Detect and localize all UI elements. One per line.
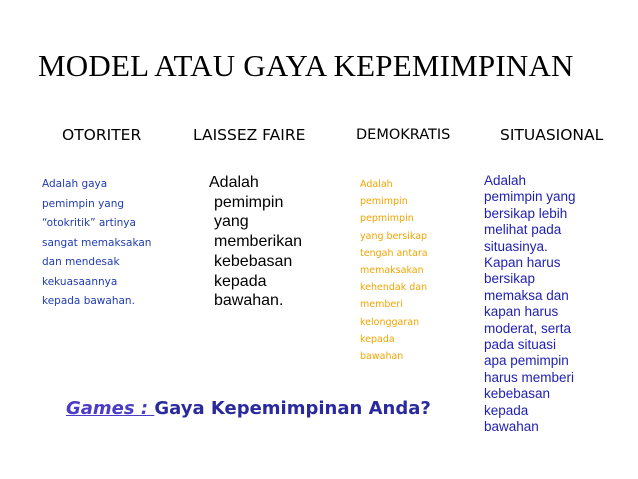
description-situasional	[484, 173, 624, 436]
description-line: kepada bawahan.	[42, 295, 135, 307]
description-line: Kapan harus	[484, 255, 561, 271]
description-line: Adalah gaya	[42, 178, 108, 190]
description-line: “otokritik” artinya	[42, 217, 136, 229]
heading-situasional: SITUASIONAL	[500, 126, 604, 144]
games-prompt	[66, 398, 431, 419]
description-line: memaksa dan	[484, 287, 569, 303]
heading-laissez-faire: LAISSEZ FAIRE	[193, 126, 306, 144]
heading-demokratis: DEMOKRATIS	[356, 127, 451, 143]
description-line: memaksakan	[360, 265, 424, 277]
description-line: bawahan.	[214, 292, 284, 310]
description-line: pepmimpin	[360, 213, 414, 225]
description-line: bersikap lebih	[484, 205, 568, 221]
description-line: kekuasaannya	[42, 275, 118, 288]
description-demokratis	[360, 176, 470, 365]
heading-otoriter: OTORITER	[62, 126, 142, 144]
description-line: kapan harus	[484, 304, 559, 320]
games-text: Gaya Kepemimpinan Anda?	[154, 398, 431, 419]
description-line: Adalah	[360, 179, 393, 190]
description-line: pemimpin yang	[42, 197, 125, 210]
description-line: apa pemimpin	[484, 353, 569, 369]
description-line: sangat memaksakan	[42, 236, 152, 249]
description-line: tengah antara	[360, 247, 428, 259]
description-line: kepada	[484, 402, 529, 418]
description-line: memberikan	[214, 233, 303, 251]
description-line: bawahan	[484, 419, 539, 435]
description-line: yang bersikap	[360, 230, 428, 242]
description-line: kebebasan	[214, 252, 293, 270]
description-line: pemimpin yang	[484, 189, 576, 205]
description-line: harus memberi	[484, 369, 575, 385]
page-title: MODEL ATAU GAYA KEPEMIMPINAN	[38, 48, 574, 83]
description-line: pemimpin	[214, 193, 284, 211]
description-line: kepada	[214, 272, 267, 290]
description-line: Adalah	[484, 173, 527, 188]
description-line: Adalah	[209, 174, 259, 191]
description-line: kehendak dan	[360, 282, 428, 294]
description-line: bawahan	[360, 351, 404, 363]
description-line: moderat, serta	[484, 320, 572, 336]
games-prefix: Games :	[66, 398, 155, 419]
description-line: kepada	[360, 333, 395, 345]
description-line: pada situasi	[484, 337, 557, 353]
description-laissez-faire	[209, 173, 324, 311]
description-line: situasinya.	[484, 238, 548, 254]
description-line: pemimpin	[360, 196, 408, 208]
description-line: melihat pada	[484, 222, 562, 238]
description-line: memberi	[360, 299, 403, 311]
description-line: bersikap	[484, 271, 536, 287]
description-line: dan mendesak	[42, 256, 120, 268]
description-line: kelonggaran	[360, 316, 420, 328]
description-line: kebebasan	[484, 386, 551, 402]
description-otoriter	[42, 175, 172, 312]
description-line: yang	[214, 213, 249, 231]
